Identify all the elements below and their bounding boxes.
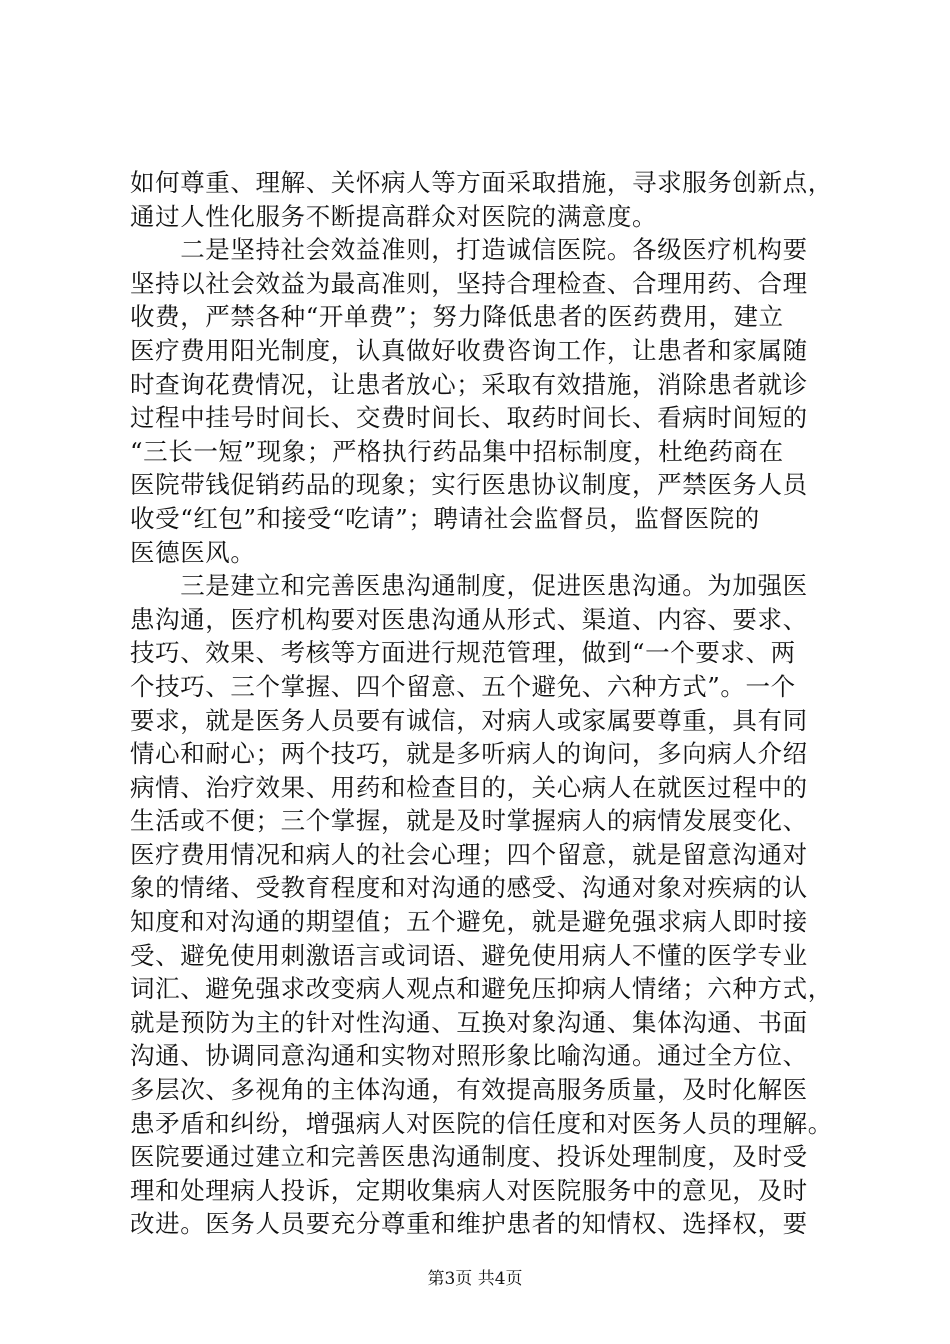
text-line: 多层次、多视角的主体沟通，有效提高服务质量，及时化解医 bbox=[130, 1075, 808, 1105]
text-line: 过程中挂号时间长、交费时间长、取药时间长、看病时间短的 bbox=[130, 403, 808, 433]
text-line: 沟通、协调同意沟通和实物对照形象比喻沟通。通过全方位、 bbox=[130, 1041, 808, 1071]
text-line: 理和处理病人投诉，定期收集病人对医院服务中的意见，及时 bbox=[130, 1175, 808, 1205]
text-line: 情心和耐心；两个技巧，就是多听病人的询问，多向病人介绍 bbox=[130, 739, 808, 769]
text-line: 技巧、效果、考核等方面进行规范管理，做到“一个要求、两 bbox=[130, 638, 796, 668]
text-line: 坚持以社会效益为最高准则，坚持合理检查、合理用药、合理 bbox=[130, 268, 808, 298]
text-line: 二是坚持社会效益准则，打造诚信医院。各级医疗机构要 bbox=[130, 235, 808, 265]
text-line: 词汇、避免强求改变病人观点和避免压抑病人情绪；六种方式， bbox=[130, 974, 833, 1004]
text-line: 患沟通，医疗机构要对医患沟通从形式、渠道、内容、要求、 bbox=[130, 604, 808, 634]
text-line: 医院带钱促销药品的现象；实行医患协议制度，严禁医务人员 bbox=[130, 470, 808, 500]
text-line: 通过人性化服务不断提高群众对医院的满意度。 bbox=[130, 201, 658, 231]
document-body bbox=[130, 166, 833, 1241]
text-line: 个技巧、三个掌握、四个留意、五个避免、六种方式”。一个 bbox=[130, 671, 796, 701]
text-line: 收受“红包”和接受“吃请”；聘请社会监督员，监督医院的 bbox=[130, 503, 760, 533]
text-line: 要求，就是医务人员要有诚信，对病人或家属要尊重，具有同 bbox=[130, 705, 808, 735]
text-line: 就是预防为主的针对性沟通、互换对象沟通、集体沟通、书面 bbox=[130, 1007, 808, 1037]
text-line: 医德医风。 bbox=[130, 537, 256, 567]
text-line: 三是建立和完善医患沟通制度，促进医患沟通。为加强医 bbox=[130, 571, 808, 601]
text-line: 生活或不便；三个掌握，就是及时掌握病人的病情发展变化、 bbox=[130, 806, 808, 836]
text-line: 医院要通过建立和完善医患沟通制度、投诉处理制度，及时受 bbox=[130, 1142, 808, 1172]
text-line: 患矛盾和纠纷，增强病人对医院的信任度和对医务人员的理解。 bbox=[130, 1108, 833, 1138]
text-line: 医疗费用情况和病人的社会心理；四个留意，就是留意沟通对 bbox=[130, 839, 808, 869]
text-line: 受、避免使用刺激语言或词语、避免使用病人不懂的医学专业 bbox=[130, 940, 808, 970]
text-line: 病情、治疗效果、用药和检查目的，关心病人在就医过程中的 bbox=[130, 772, 808, 802]
text-line: 医疗费用阳光制度，认真做好收费咨询工作，让患者和家属随 bbox=[130, 335, 808, 365]
text-line: 时查询花费情况，让患者放心；采取有效措施，消除患者就诊 bbox=[130, 369, 808, 399]
text-line: 象的情绪、受教育程度和对沟通的感受、沟通对象对疾病的认 bbox=[130, 873, 808, 903]
text-line: “三长一短”现象；严格执行药品集中招标制度，杜绝药商在 bbox=[130, 436, 784, 466]
text-line: 收费，严禁各种“开单费”；努力降低患者的医药费用，建立 bbox=[130, 302, 784, 332]
page-footer: 第3页 共4页 bbox=[427, 1269, 523, 1289]
text-line: 知度和对沟通的期望值；五个避免，就是避免强求病人即时接 bbox=[130, 907, 808, 937]
text-line: 如何尊重、理解、关怀病人等方面采取措施，寻求服务创新点， bbox=[130, 168, 833, 197]
text-line: 改进。医务人员要充分尊重和维护患者的知情权、选择权，要 bbox=[130, 1209, 808, 1239]
